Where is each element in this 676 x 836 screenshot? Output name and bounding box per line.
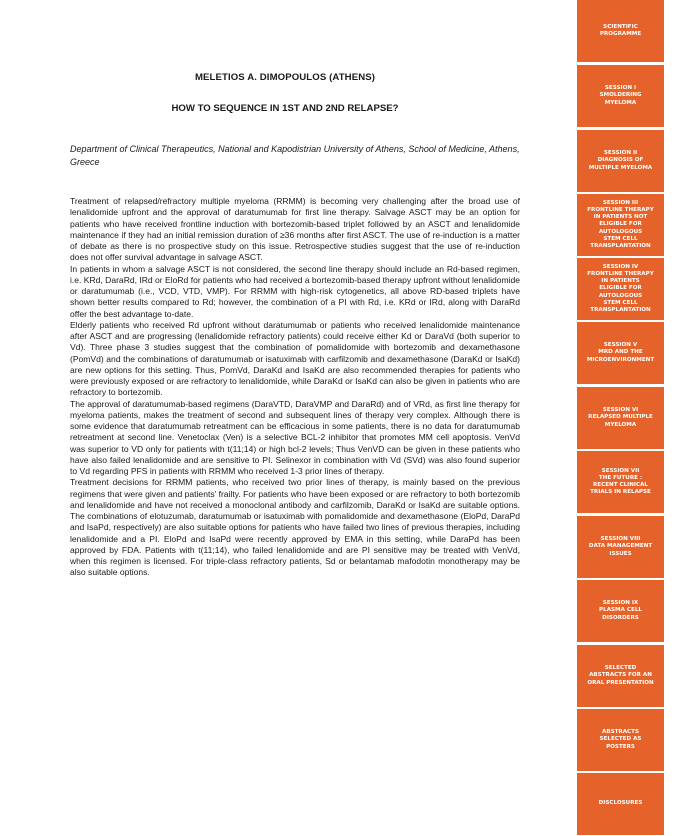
nav-disclosures[interactable] [577, 773, 664, 835]
nav-label: DISCLOSURES [598, 800, 643, 807]
session-sidebar [577, 0, 664, 836]
nav-label: SCIENTIFIC PROGRAMME [599, 23, 642, 37]
nav-label: SESSION II DIAGNOSIS OF MULTIPLE MYELOMA [588, 150, 653, 171]
nav-session-1[interactable] [577, 65, 664, 127]
nav-label: SESSION VIII DATA MANAGEMENT ISSUES [588, 536, 653, 557]
nav-session-3[interactable] [577, 194, 664, 256]
author-heading: MELETIOS A. DIMOPOULOS (ATHENS) [194, 72, 376, 83]
nav-label: SESSION I SMOLDERING MYELOMA [599, 85, 642, 106]
nav-scientific-programme[interactable] [577, 0, 664, 62]
paragraph: In patients in whom a salvage ASCT is not considered, the second line therapy should include an Rd-based regimen, i.e. KRd, DaraRd, IRd or EloRd for patients who had received a bortezomib-based therapy upfront without lenalidomide or daratumumab (i.e., VCD, VTD, VMP). For RRMM with high-risk cytogenetics, all above RD-based triplets have shown better results compared to Rd; however, the combination of a PI with Rd, i.e. KRd or IRd, along with DaraRd offer the best advantage to-date. [70, 263, 520, 319]
nav-session-5[interactable] [577, 322, 664, 384]
nav-session-9[interactable] [577, 580, 664, 642]
nav-session-2[interactable] [577, 130, 664, 192]
talk-title: HOW TO SEQUENCE IN 1ST AND 2ND RELAPSE? [171, 103, 399, 114]
affiliation: Department of Clinical Therapeutics, National and Kapodistrian University of Athens, School of Medicine, Athens, Greece [70, 144, 520, 167]
nav-abstracts-posters[interactable] [577, 709, 664, 771]
abstract-body [70, 196, 520, 579]
nav-label: SESSION III FRONTLINE THERAPY IN PATIENTS NOT ELIGIBLE FOR AUTOLOGOUS STEM CELL TRANSPLANTATION [587, 199, 654, 249]
nav-label: SESSION VI RELAPSED MULTIPLE MYELOMA [588, 407, 653, 428]
nav-selected-abstracts-oral[interactable] [577, 645, 664, 707]
nav-label: SESSION V MRD AND THE MICROENVIRONMENT [586, 342, 655, 363]
paragraph: The approval of daratumumab-based regimens (DaraVTD, DaraVMP and DaraRd) and of VRd, as first line therapy for myeloma patients, makes the treatment of second and subsequent lines of therapy very complex. Although there is some evidence that daratumumab retreatment can be efficacious in some patients, there is no data for daratumumab retreatment at second line. Venetoclax (Ven) is a selective BCL-2 inhibitor that promotes MM cell apoptosis. VenVd was superior to VD only for patients with t(11;14) or high bcl-2 levels; Thus VenVD can be given in these patients who have also failed lenalidomide and are sensitive to PI. Selinexor in combination with Vd (SVd) was also found superior to Vd regarding PFS in patients with RRMM who received 1-3 prior lines of therapy. [70, 398, 520, 476]
nav-session-6[interactable] [577, 387, 664, 449]
nav-session-4[interactable] [577, 258, 664, 320]
nav-label: SESSION IX PLASMA CELL DISORDERS [599, 600, 642, 621]
paragraph: Elderly patients who received Rd upfront without daratumumab or patients who received lenalidomide maintenance after ASCT and are progressing (lenalidomide refractory patients) could receive either Kd or DaraVd (both superior to Vd). Three phase 3 studies suggest that the combination of pomalidomide with bortezomib and dexamethasone (PomVd) and the combinations of daratumumab or isatuximab with carfilzomib and dexamethasone (DaraKd or IsaKd) are new options for this setting. Thus, PomVd, DaraKd and IsaKd are also recommended therapies for patients who were previously exposed or are refractory to lenalidomide, while DaraKd or IsaKd can also be given in patients who are refractory to bortezomib. [70, 319, 520, 398]
paragraph: Treatment of relapsed/refractory multiple myeloma (RRMM) is becoming very challenging after the broad use of lenalidomide upfront and the approval of daratumumab for first line therapy. Salvage ASCT may be an option for patients who have received frontline induction with bortezomib-based triplet followed by an ASCT and lenalidomide maintenance if they had an initial remission duration of ≥36 months after first ASCT. The use of re-induction is a matter of debate as there is no prospective study on this issue. Retrospective studies suggest that the use of re-induction does not offer survival advantage in salvage ASCT. [70, 196, 520, 263]
nav-label: ABSTRACTS SELECTED AS POSTERS [599, 729, 642, 750]
nav-label: SESSION IV FRONTLINE THERAPY IN PATIENTS ELIGIBLE FOR AUTOLOGOUS STEM CELL TRANSPLANTATION [587, 263, 654, 313]
nav-session-8[interactable] [577, 516, 664, 578]
paragraph: Treatment decisions for RRMM patients, who received two prior lines of therapy, is mainly based on the previous regimens that were given and patients’ frailty. For patients who have been exposed or are refractory to both bortezomib and lenalidomide and have not received a monoclonal antibody and carfilzomib, DaraKd or IsaKd are suitable options. The combinations of elotuzumab, daratumumab or isatuximab with pomalidomide and dexamethasone (EloPd, DaraPd and IsaPd, respectively) are also suitable options for patients who have failed two lines of previous therapies, including lenalidomide and a PI. EloPd and IsaPd were recently approved by EMA in this setting, while DaraPd has been approved by FDA. Patients with t(11;14), who failed lenalidomide and are PI sensitive may be treated with VenVd, when this regimen is licensed. For triple-class refractory patients, Sd or belantamab mafodotin monotherapy may be also suitable options. [70, 477, 520, 578]
nav-session-7[interactable] [577, 451, 664, 513]
nav-label: SELECTED ABSTRACTS FOR AN ORAL PRESENTATION [587, 665, 654, 686]
nav-label: SESSION VII THE FUTURE : RECENT CLINICAL TRIALS IN RELAPSE [590, 467, 651, 496]
